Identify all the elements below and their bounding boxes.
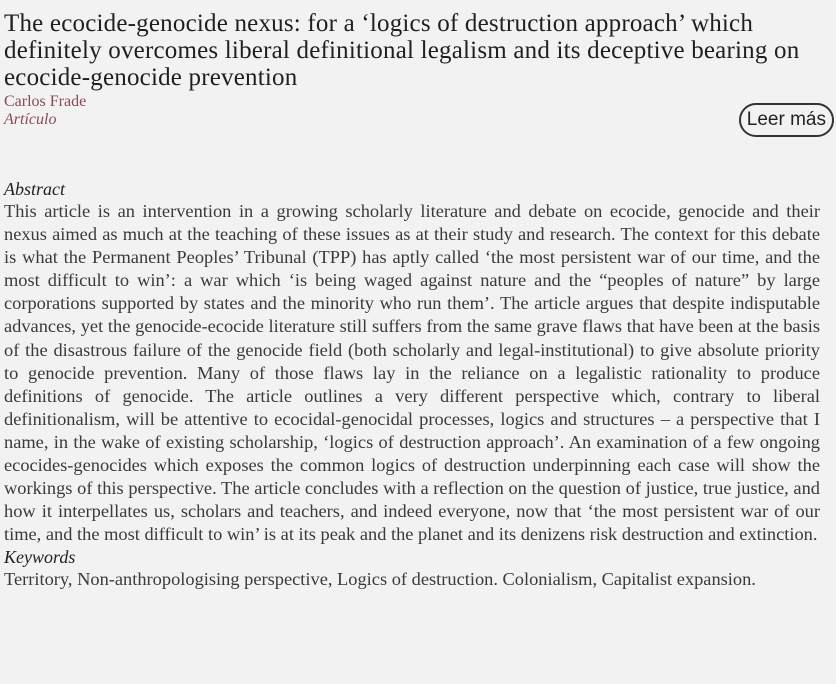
article-type: Artículo [4,111,57,128]
keywords-heading: Keywords [4,547,76,568]
keywords-text: Territory, Non-anthropologising perspective, Logics of destruction. Colonialism, Capitalist expansion. [4,569,756,590]
read-more-button[interactable]: Leer más [739,103,834,137]
article-title: The ecocide-genocide nexus: for a ‘logics of destruction approach’ which definitely overcomes liberal definitional legalism and its deceptive bearing on ecocide-genocide prevention [4,10,800,91]
abstract-text: This article is an intervention in a growing scholarly literature and debate on ecocide, genocide and their nexus aimed as much at the teaching of these issues as at their study and research. The context for this debate is what the Permanent Peoples’ Tribunal (TPP) has aptly called ‘the most persistent war of our time, and the most difficult to win’: a war which ‘is being waged against nature and the “peoples of nature” by large corporations supported by states and the minority who run them’. The article argues that despite indisputable advances, yet the genocide-ecocide literature still suffers from the same grave flaws that have been at the basis of the disastrous failure of the genocide field (both scholarly and legal-institutional) to give absolute priority to genocide prevention. Many of those flaws lay in the reliance on a legalistic rationality to produce definitions of genocide. The article outlines a very different perspective which, contrary to liberal definitionalism, will be attentive to ecocidal-genocidal processes, logics and structures – a perspective that I name, in the wake of existing scholarship, ‘logics of destruction approach’. An examination of a few ongoing ecocides-genocides which exposes the common logics of destruction underpinning each case will show the workings of this perspective. The article concludes with a reflection on the question of justice, true justice, and how it interpellates us, scholars and teachers, and indeed everyone, now that ‘the most persistent war of our time, and the most difficult to win’ is at its peak and the planet and its denizens risk destruction and extinction. [4,201,820,545]
article-author: Carlos Frade [4,93,87,110]
abstract-heading: Abstract [4,179,65,199]
